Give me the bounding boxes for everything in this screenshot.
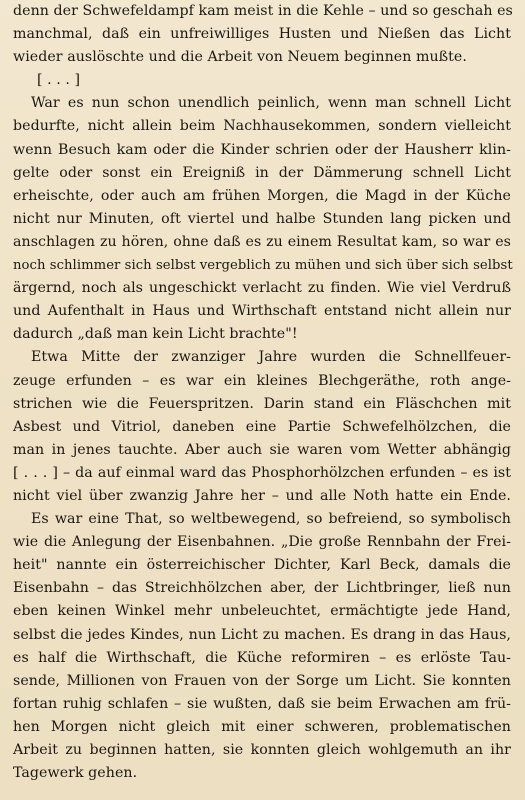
text-line: wieder auslöschte und die Arbeit von Neuem beginnen mußte. <box>13 49 467 66</box>
text-line: wenn Besuch kam oder die Kinder schrien oder der Hausherr klin- <box>13 141 511 158</box>
text-line: erheischte, oder auch am frühen Morgen, die Magd in der Küche <box>13 187 511 204</box>
text-line: ärgernd, noch als ungeschickt verlacht zu finden. Wie viel Verdruß <box>13 280 511 297</box>
text-line: Es war eine That, so weltbewegend, so befreiend, so symbolisch <box>31 511 511 528</box>
text-line: sende, Millionen von Frauen von der Sorge um Licht. Sie konnten <box>13 672 511 689</box>
text-line: Asbest und Vitriol, daneben eine Partie Schwefelhölzchen, die <box>13 418 511 435</box>
text-line: es half die Wirthschaft, die Küche reformiren – es erlöste Tau- <box>13 649 511 666</box>
text-line: fortan ruhig schlafen – sie wußten, daß sie beim Erwachen am frü- <box>13 695 511 712</box>
text-line: Arbeit zu beginnen hatten, sie konnten gleich wohlgemuth an ihr <box>13 742 511 758</box>
text-line: dadurch „daß man kein Licht brachte"! <box>13 326 298 343</box>
text-line: manchmal, daß ein unfreiwilliges Husten und Nießen das Licht <box>13 26 511 43</box>
text-line: wie die Anlegung der Eisenbahnen. „Die große Rennbahn der Frei- <box>13 534 511 551</box>
text-line: gelte oder sonst ein Ereigniß in der Dämmerung schnell Licht <box>13 164 511 181</box>
text-line: [ . . . ] <box>37 72 81 89</box>
text-line: nicht nur Minuten, oft viertel und halbe Stunden lang picken und <box>13 210 511 227</box>
text-line: selbst die jedes Kindes, nun Licht zu machen. Es drang in das Haus, <box>13 626 511 643</box>
text-line: noch schlimmer sich selbst vergeblich zu mühen und sich über sich selbst <box>13 258 513 274</box>
text-line: hen Morgen nicht gleich mit einer schweren, problematischen <box>13 718 511 735</box>
text-line: strichen wie die Feuerspritzen. Darin stand ein Fläschchen mit <box>13 395 511 412</box>
text-line: denn der Schwefeldampf kam meist in die Kehle – und so geschah es <box>13 3 513 19</box>
text-line: nicht viel über zwanzig Jahre her – und alle Noth hatte ein Ende. <box>13 487 511 504</box>
text-line: man in jenes tauchte. Aber auch sie waren vom Wetter abhängig <box>13 441 511 458</box>
text-body <box>13 0 511 785</box>
text-line: War es nun schon unendlich peinlich, wenn man schnell Licht <box>31 95 511 112</box>
text-line: Eisenbahn – das Streichhölzchen aber, der Lichtbringer, ließ nun <box>13 580 511 597</box>
text-line: anschlagen zu hören, ohne daß es zu einem Resultat kam, so war es <box>13 233 511 250</box>
text-line: eben keinen Winkel mehr unbeleuchtet, ermächtigte jede Hand, <box>13 603 511 620</box>
text-line: [ . . . ] – da auf einmal ward das Phosphorhölzchen erfunden – es ist <box>13 464 511 481</box>
text-line: heit" nannte ein österreichischer Dichter, Karl Beck, damals die <box>13 557 511 574</box>
text-line: bedurfte, nicht allein beim Nachhausekommen, sondern vielleicht <box>13 118 511 135</box>
text-line: und Aufenthalt in Haus und Wirthschaft entstand nicht allein nur <box>13 303 511 320</box>
text-line: Etwa Mitte der zwanziger Jahre wurden die Schnellfeuer- <box>31 349 511 366</box>
text-line: Tagewerk gehen. <box>13 765 138 782</box>
text-line: zeuge erfunden – es war ein kleines Blechgeräthe, roth ange- <box>13 372 511 389</box>
